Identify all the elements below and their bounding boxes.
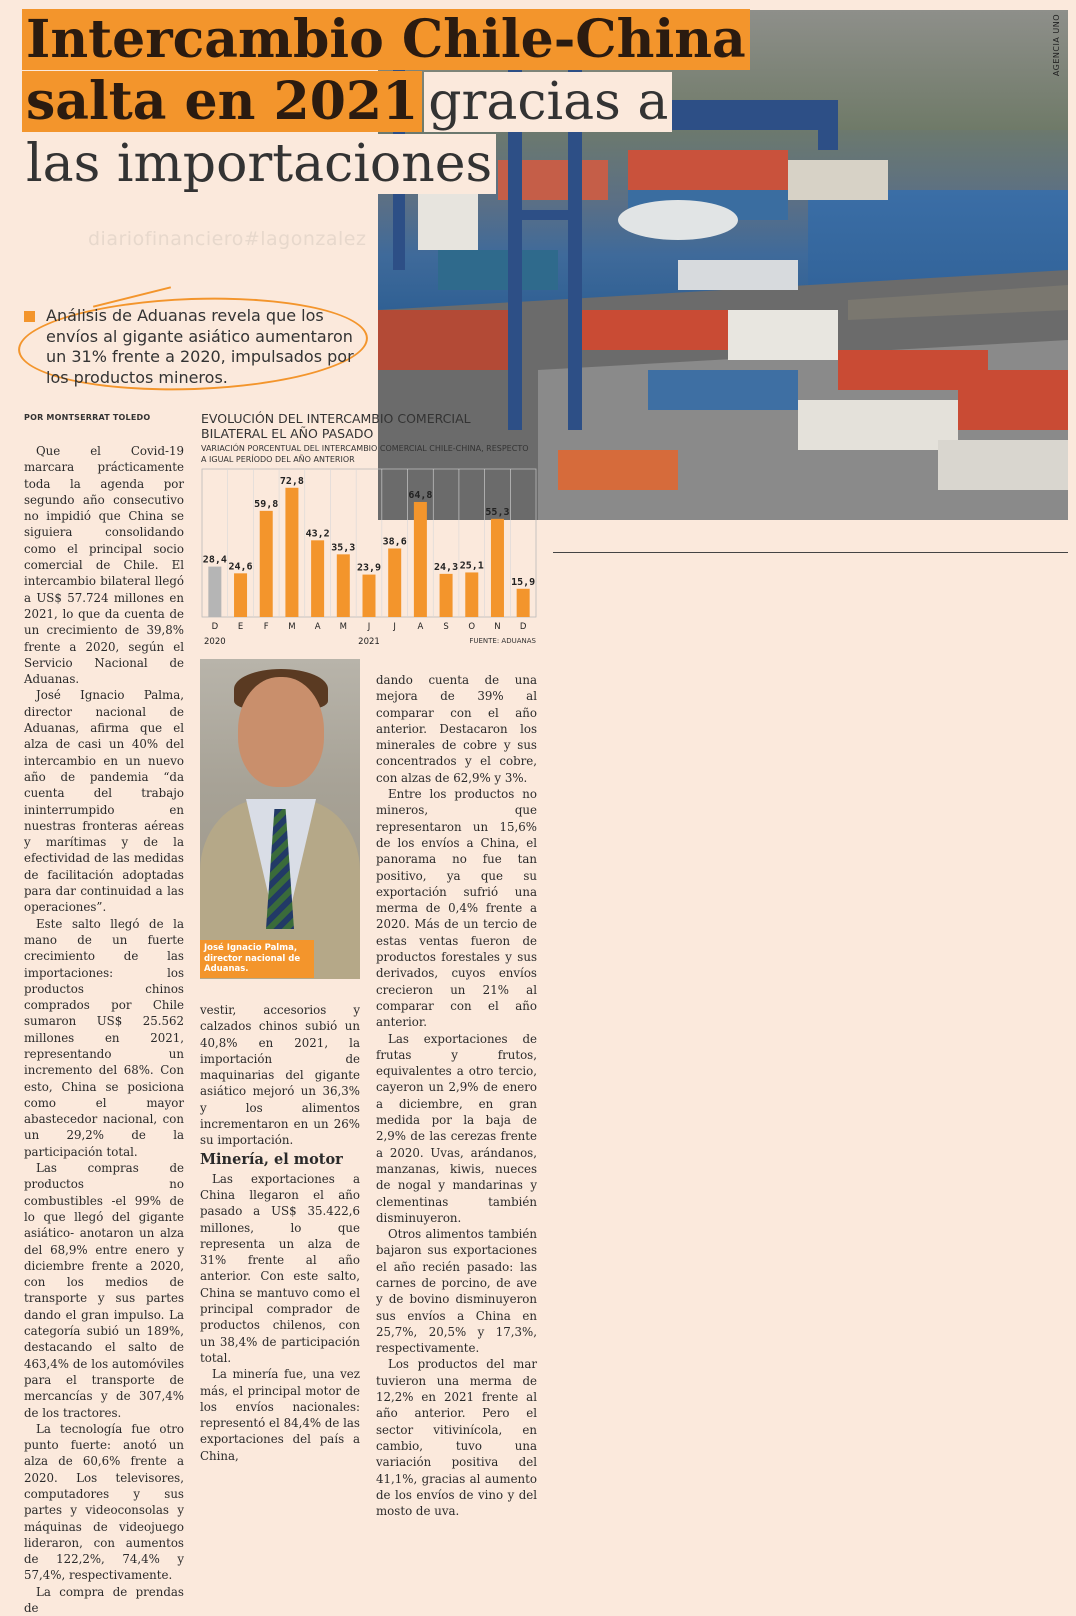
section-subhead: Minería, el motor <box>200 1150 343 1168</box>
chart-category-label: O <box>468 622 476 632</box>
chart-bar <box>491 519 504 617</box>
col3-para: Los productos del mar tuvieron una merma de 12,2% en 2021 frente al año anterior. Pero el sector vitivinícola, en cambio, tuvo una variación positiva del 41,1%, gracias al aumento de los envíos de vino y del mosto de uva. <box>376 1357 537 1519</box>
column-2 <box>200 1002 360 1464</box>
chart-value-label: 43,2 <box>305 528 330 540</box>
chart-value-label: 38,6 <box>382 536 407 548</box>
chart-category-label: J <box>367 622 371 632</box>
chart-bar <box>208 567 221 617</box>
chart-bar <box>388 548 401 617</box>
photo-caption: José Ignacio Palma, director nacional de Aduanas. <box>200 940 314 978</box>
chart-value-label: 28,4 <box>202 554 227 566</box>
chart-bar <box>363 575 376 617</box>
chart-bar <box>414 502 427 617</box>
chart-value-label: 15,9 <box>511 576 536 588</box>
headline-light-2: gracias a <box>424 72 672 132</box>
chart-category-label: D <box>211 622 219 632</box>
chart-bar <box>311 540 324 617</box>
column-1 <box>24 443 184 1616</box>
chart-category-label: A <box>314 622 321 632</box>
chart-bar <box>440 574 453 617</box>
chart-category-label: F <box>263 622 269 632</box>
column-3 <box>376 672 537 1519</box>
portrait-photo <box>200 659 360 979</box>
chart-bar <box>260 511 273 617</box>
headline-line-2 <box>22 71 672 132</box>
col1-para: Este salto llegó de la mano de un fuerte crecimiento de las importaciones: los productos chinos comprados por Chile sumaron US$ 25.562 millones en 2021, representando un incremento del 68%. Con esto, China se posiciona como el mayor abastecedor nacional, con un 29,2% de la participación total. <box>24 916 184 1159</box>
chart-title: EVOLUCIÓN DEL INTERCAMBIO COMERCIAL BILATERAL EL AÑO PASADO <box>201 411 471 441</box>
chart-category-label: N <box>494 622 501 632</box>
chart-plot <box>200 411 540 651</box>
chart-year-label: 2021 <box>358 637 380 647</box>
col1-para: La compra de prendas de <box>24 1584 184 1616</box>
headline-bold-1: Intercambio Chile-China <box>22 9 750 70</box>
col2-para: Las exportaciones a China llegaron el año pasado a US$ 35.422,6 millones, lo que representa un alza de 31% frente al año anterior. Con este salto, China se mantuvo como el principal comprador de productos chilenos, con un 38,4% de participación total. <box>200 1171 360 1365</box>
photo-credit: AGENCIA UNO <box>1052 14 1061 77</box>
portrait-face <box>238 677 324 787</box>
lead-bullet <box>24 311 35 322</box>
lead-text: Análisis de Aduanas revela que los envíos al gigante asiático aumentaron un 31% frente a 2020, impulsados por los productos mineros. <box>46 306 354 387</box>
chart-value-label: 72,8 <box>279 475 304 487</box>
col3-para: dando cuenta de una mejora de 39% al comparar con el año anterior. Destacaron los minerales de cobre y sus concentrados y el cobre, con alzas de 62,9% y 3%. <box>376 673 537 785</box>
chart-year-label: 2020 <box>204 637 226 647</box>
chart-value-label: 24,3 <box>434 561 459 573</box>
col1-para: Que el Covid-19 marcara prácticamente toda la agenda por segundo año consecutivo no impidió que China se siguiera consolidando como el principal socio comercial de Chile. El intercambio bilateral llegó a US$ 57.724 millones en 2021, lo que da cuenta de un crecimiento de 39,8% frente a 2020, según el Servicio Nacional de Aduanas. <box>24 444 184 687</box>
chart-value-label: 25,1 <box>459 560 484 572</box>
trade-chart <box>200 411 540 651</box>
chart-bar <box>285 488 298 617</box>
headline-bold-2: salta en 2021 <box>22 71 422 132</box>
byline: POR MONTSERRAT TOLEDO <box>24 413 151 422</box>
chart-source: FUENTE: ADUANAS <box>469 637 536 645</box>
headline-line-1 <box>22 9 750 70</box>
chart-bar <box>465 572 478 617</box>
col1-para: José Ignacio Palma, director nacional de Aduanas, afirma que el alza de casi un 40% del intercambio en un nuevo año de pandemia “da cuenta del trabajo ininterrumpido en nuestras fronteras aéreas y marítimas y de la efectividad de las medidas de facilitación adoptadas para dar continuidad a las operaciones”. <box>24 688 184 915</box>
chart-value-label: 55,3 <box>485 506 510 518</box>
watermark: diariofinanciero#lagonzalez <box>88 228 367 250</box>
chart-value-label: 35,3 <box>331 542 356 554</box>
col1-para: La tecnología fue otro punto fuerte: anotó un alza de 60,6% frente a 2020. Los televisores, computadores y sus partes y videoconsolas y máquinas de videojuego lideraron, con aumentos de 122,2%, 74,4% y 57,4%, respectivamente. <box>24 1421 184 1583</box>
chart-value-label: 23,9 <box>356 562 382 574</box>
chart-subtitle: VARIACIÓN PORCENTUAL DEL INTERCAMBIO COMERCIAL CHILE-CHINA, RESPECTO A IGUAL PERÍODO DEL AÑO ANTERIOR <box>201 444 529 464</box>
chart-category-label: E <box>237 622 244 632</box>
chart-bar <box>517 589 530 617</box>
headline-line-3 <box>22 134 496 194</box>
chart-bar <box>337 554 350 617</box>
headline-light-3: las importaciones <box>22 134 496 194</box>
chart-category-label: J <box>393 622 396 632</box>
chart-category-label: M <box>339 622 347 632</box>
chart-category-label: D <box>519 622 527 632</box>
chart-bar <box>234 573 247 617</box>
chart-category-label: M <box>288 622 296 632</box>
chart-value-label: 24,6 <box>228 561 253 573</box>
col2-intro: vestir, accesorios y calzados chinos subió un 40,8% en 2021, la importación de maquinarias del gigante asiático mejoró un 36,3% y los alimentos incrementaron en un 26% su importación. <box>200 1003 360 1148</box>
chart-value-label: 59,8 <box>254 498 279 510</box>
col3-para: Las exportaciones de frutas y frutos, equivalentes a otro tercio, cayeron un 2,9% de enero a diciembre, en gran medida por la baja de 2,9% de las cerezas frente a 2020. Uvas, arándanos, manzanas, kiwis, nueces de nogal y mandarinas y clementinas también disminuyeron. <box>376 1031 537 1225</box>
chart-category-label: S <box>443 622 449 632</box>
chart-category-label: A <box>417 622 424 632</box>
col3-para: Otros alimentos también bajaron sus exportaciones el año recién pasado: las carnes de porcino, de ave y de bovino disminuyeron sus envíos a China en 25,7%, 20,5% y 17,3%, respectivamente. <box>376 1227 537 1356</box>
col1-para: Las compras de productos no combustibles -el 99% de lo que llegó del gigante asiático- anotaron un alza del 68,9% entre enero y diciembre frente a 2020, con los medios de transporte y sus partes dando el gran impulso. La categoría subió un 189%, destacando el salto de 463,4% de los automóviles para el transporte de mercancías y de 307,4% de los tractores. <box>24 1161 184 1420</box>
col2-para: La minería fue, una vez más, el principal motor de los envíos nacionales: representó el 84,4% de las exportaciones del país a China, <box>200 1367 360 1463</box>
section-rule <box>553 552 1068 553</box>
col3-para: Entre los productos no mineros, que representaron un 15,6% de los envíos a China, el panorama no fue tan positivo, ya que su exportación sufrió una merma de 0,4% frente a 2020. Más de un tercio de estas ventas fueron de productos forestales y sus derivados, cuyos envíos crecieron un 21% al comparar con el año anterior. <box>376 787 537 1030</box>
chart-value-label: 64,8 <box>408 489 433 501</box>
